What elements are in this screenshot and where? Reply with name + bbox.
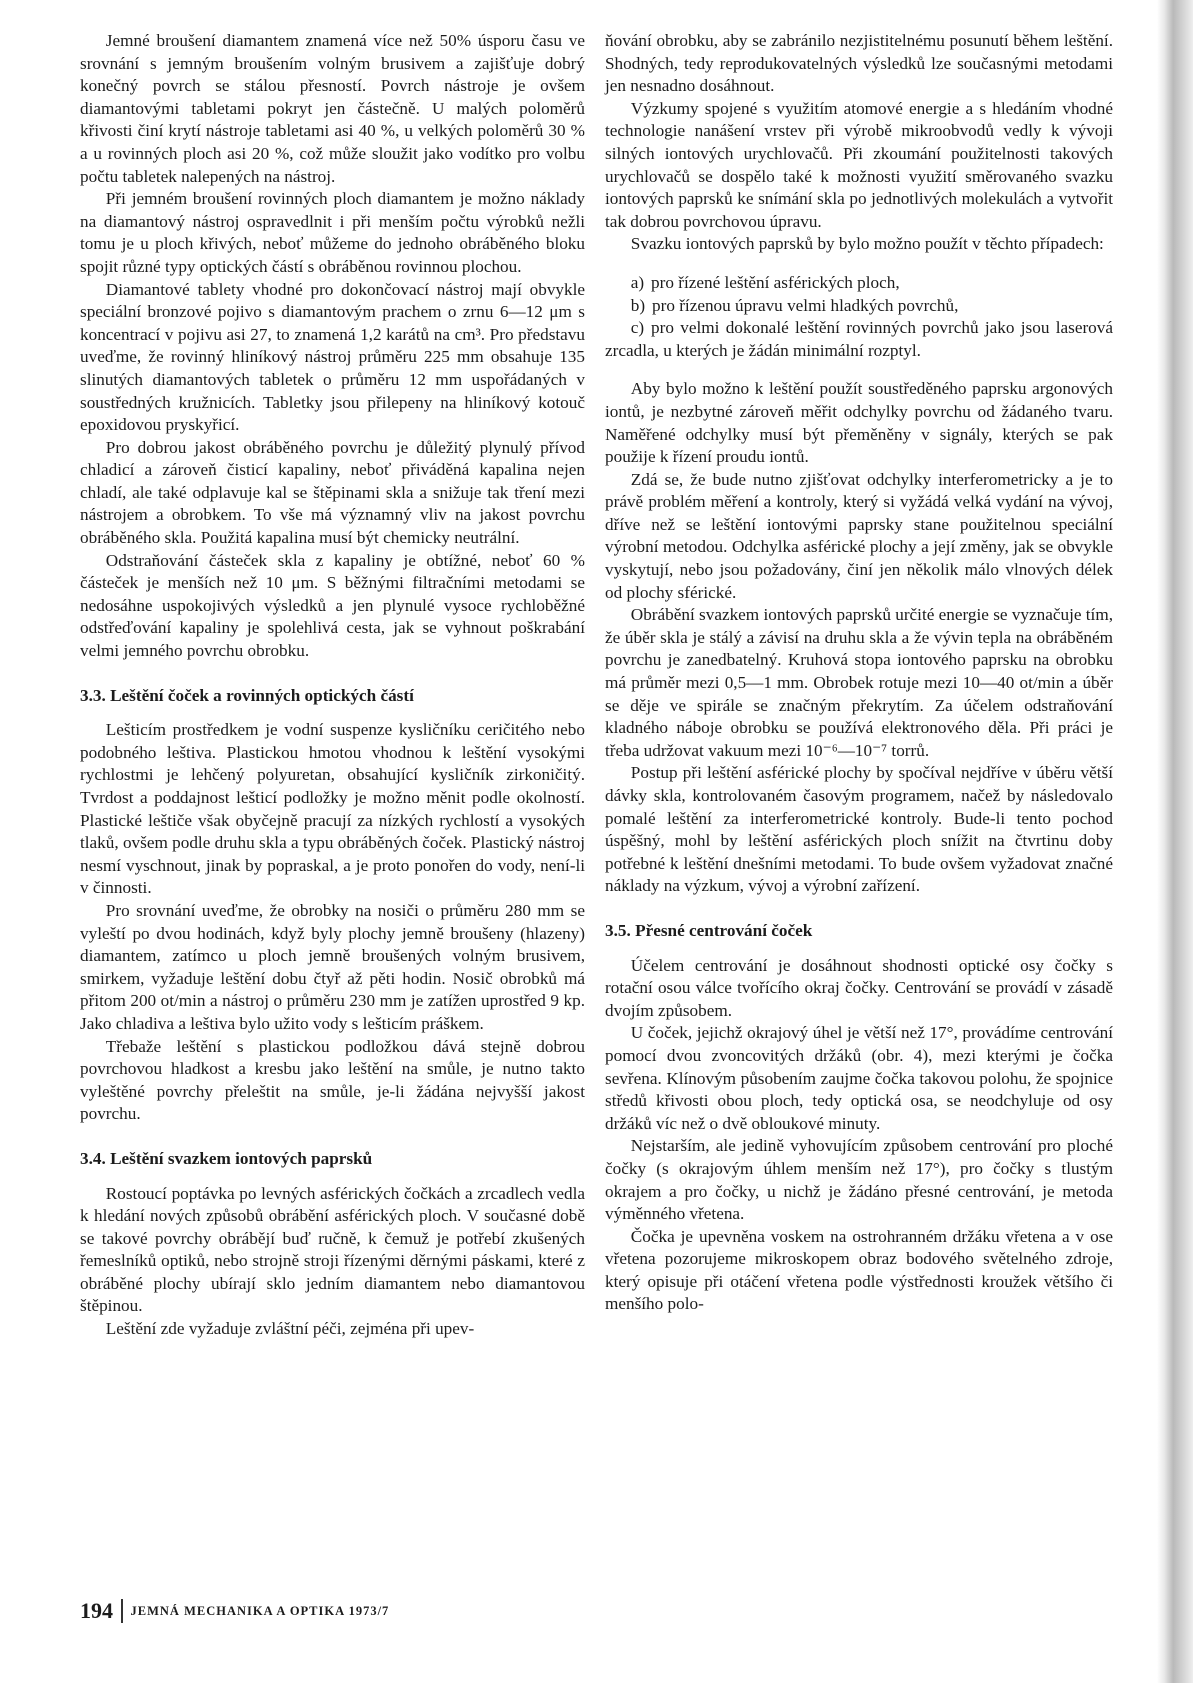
- list-item: [605, 295, 1113, 318]
- page-gutter-shadow: [1157, 0, 1193, 1683]
- paragraph: Aby bylo možno k leštění použít soustředěného paprsku argonových iontů, je nezbytné zároveň měřit odchylky povrchu od žádaného tvaru. Naměřené odchylky musí být přeměněny v signály, kterých se pak použije k řízení proudu iontů.: [605, 379, 1113, 467]
- paragraph: Rostoucí poptávka po levných asférických čočkách a zrcadlech vedla k hledání nových způsobů obrábění asférických ploch. V současné době se takové povrchy obrábějí buď ručně, k čemuž je potřebí zkušených řemeslníků optiků, nebo strojně stroji řízenými děrnými páskami, které z obráběné plochy ubírají sklo jedním diamantem nebo diamantovou štěpinou.: [80, 1183, 585, 1316]
- section-heading-3-3: 3.3. Leštění čoček a rovinných optických částí: [80, 685, 414, 705]
- right-column: [605, 30, 1113, 1316]
- paragraph: ňování obrobku, aby se zabránilo nezjistitelnému posunutí během leštění. Shodných, tedy reprodukovatelných výsledků lze současnými metodami jen nesnadno dosáhnout.: [605, 31, 1113, 96]
- enumerated-list: [605, 272, 1113, 362]
- paragraph: Leštění zde vyžaduje zvláštní péči, zejména při upev-: [105, 1319, 475, 1339]
- paragraph: Odstraňování částeček skla z kapaliny je obtížné, neboť 60 % částeček je menších než 10 μm. S běžnými filtračními metodami se nedosáhne uspokojivých výsledků a jen plynulé vysoce rychloběžné odstřeďování kapaliny je spolehlivá cesta, jak se vyhnout poškrabání velmi jemného povrchu obrobku.: [80, 550, 585, 661]
- paragraph: Čočka je upevněna voskem na ostrohranném držáku vřetena a v ose vřetena pozorujeme mikroskopem obraz bodového světelného zdroje, který opisuje při otáčení vřetena podle výstřednosti kroužek většího či menšího polo-: [605, 1226, 1113, 1314]
- left-column: [80, 30, 585, 1341]
- list-item-label: b): [630, 295, 646, 315]
- section-heading-3-5: 3.5. Přesné centrování čoček: [605, 920, 813, 940]
- paragraph: Svazku iontových paprsků by bylo možno použít v těchto případech:: [630, 234, 1104, 254]
- list-item-text: pro řízené leštění asférických ploch,: [651, 272, 900, 292]
- paragraph: Při jemném broušení rovinných ploch diamantem je možno náklady na diamantový nástroj ospravedlnit i při menším počtu výrobků nežli tomu je u ploch křivých, neboť můžeme do jednoho obráběného bloku spojit různé typy optických částí s obráběnou rovinnou plochou.: [80, 189, 585, 276]
- list-item-label: a): [630, 272, 645, 292]
- paragraph: Třebaže leštění s plastickou podložkou dává stejně dobrou povrchovou hladkost a kresbu jako leštění na smůle, je nutno takto vyleštěné povrchy přeleštit na smůle, je-li žádána nejvyšší jakost povrchu.: [80, 1036, 585, 1124]
- paragraph: Účelem centrování je dosáhnout shodnosti optické osy čočky s rotační osou válce tvořícího okraj čočky. Centrování se provádí v zásadě dvojím způsobem.: [605, 955, 1113, 1020]
- paragraph: Pro srovnání uveďme, že obrobky na nosiči o průměru 280 mm se vyleští po dvou hodinách, když byly plochy jemně broušeny (hlazeny) diamantem, zatímco u ploch jemně broušených volným brusivem, smirkem, vyžaduje leštění dobu čtyř až pěti hodin. Nosič obrobků má přitom 200 ot/min a nástroj o průměru 230 mm je zatížen uprostřed 9 kp. Jako chladiva a leštiva bylo užito vody s lešticím práškem.: [80, 900, 585, 1033]
- page-number: 194: [80, 1598, 113, 1623]
- paragraph: Lešticím prostředkem je vodní suspenze kysličníku ceričitého nebo podobného leštiva. Plastickou hmotou vhodnou k leštění vysokými rychlostmi je lehčený polyuretan, obsahující kysličník zirkoničitý. Tvrdost a poddajnost lešticí podložky je možno měnit podle okolností. Plastické leštiče však obyčejně pracují za nízkých rychlostí a vysokých tlaků, ovšem podle druhu skla a typu obráběných čoček. Plastický nástroj nesmí vyschnout, jinak by popraskal, a je proto ponořen do vody, není-li v činnosti.: [80, 720, 586, 898]
- list-item: [605, 272, 1113, 295]
- paragraph: Jemné broušení diamantem znamená více než 50% úsporu času ve srovnání s jemným broušením volným brusivem a zajišťuje dobrý konečný povrch se stálou přesností. Povrch nástroje je ovšem diamantovými tabletami pokryt jen částečně. U malých poloměrů křivosti činí krytí nástroje tabletami asi 40 %, u velkých poloměrů 30 % a u rovinných ploch asi 20 %, což může sloužit jako vodítko pro volbu počtu tabletek nalepených na nástroj.: [80, 31, 585, 186]
- paragraph: Postup při leštění asférické plochy by spočíval nejdříve v úběru větší dávky skla, kontrolovaném časovým programem, načež by následovalo pomalé leštění za interferometrické kontroly. Bude-li tento pochod úspěšný, mohl by leštění asférických ploch snížit na čtvrtinu doby potřebné k leštění dnešními metodami. To bude ovšem vyžadovat značné náklady na výzkum, vývoj a výrobní zařízení.: [605, 763, 1113, 896]
- paragraph: Obrábění svazkem iontových paprsků určité energie se vyznačuje tím, že úběr skla je stálý a závisí na druhu skla a že vývin tepla na obráběném povrchu je zanedbatelný. Kruhová stopa iontového paprsku na obrobku má průměr mezi 0,5—1 mm. Obrobek rotuje mezi 10—40 ot/min a úběr se děje ve spirále se značným překrytím. Za účelem odstraňování kladného náboje obrobku se používá elektronového děla. Při práci je třeba udržovat vakuum mezi 10⁻⁶—10⁻⁷ torrů.: [605, 605, 1113, 760]
- paragraph: Výzkumy spojené s využitím atomové energie a s hledáním vhodné technologie nanášení vrstev při výrobě mikroobvodů vedly k vývoji silných iontových urychlovačů. Při zkoumání použitelnosti takových urychlovačů se dospělo také k možnosti využití směrovaného svazku iontových paprsků ke snímání skla po jednotlivých molekulách a vytvořit tak dobrou povrchovou úpravu.: [605, 98, 1113, 231]
- paragraph: Diamantové tablety vhodné pro dokončovací nástroj mají obvykle speciální bronzové pojivo s diamantovým prachem o zrnu 6—12 μm s koncentrací v pojivu asi 27, to znamená 1,2 karátů na cm³. Pro představu uveďme, že rovinný hliníkový nástroj průměru 225 mm obsahuje 135 slinutých diamantových tabletek o průměru 12 mm uspořádaných v soustředných kružnicích. Tabletky jsou přilepeny na hliníkový kotouč epoxidovou pryskyřicí.: [80, 279, 585, 435]
- list-item: [605, 317, 1113, 362]
- journal-title: JEMNÁ MECHANIKA A OPTIKA 1973/7: [130, 1603, 390, 1618]
- list-item-label: c): [630, 318, 645, 338]
- paragraph: U čoček, jejichž okrajový úhel je větší než 17°, provádíme centrování pomocí dvou zvoncovitých držáků (obr. 4), mezi kterými je čočka sevřena. Klínovým působením zaujme čočka takovou polohu, že spojnice středů křivosti obou ploch, tedy optická osa, se neodchyluje od osy držáků víc než o dvě obloukové minuty.: [605, 1023, 1113, 1133]
- paragraph: Zdá se, že bude nutno zjišťovat odchylky interferometricky a je to právě problém měření a kontroly, který si vyžádá velká vydání na vývoj, dříve než se leštění iontovými paprsky stane použitelnou speciální výrobní metodou. Odchylka asférické plochy a její změny, jak se obvykle vyskytují, nebo jsou požadovány, činí jen několik málo vlnových délek od plochy sférické.: [605, 469, 1113, 602]
- page-footer: [80, 1598, 389, 1624]
- list-item-text: pro velmi dokonalé leštění rovinných povrchů jako jsou laserová zrcadla, u kterých je žádán minimální rozptyl.: [605, 318, 1113, 360]
- section-heading-3-4: 3.4. Leštění svazkem iontových paprsků: [80, 1148, 373, 1168]
- paragraph: Nejstarším, ale jedině vyhovujícím způsobem centrování pro ploché čočky (s okrajovým úhlem menším než 17°), pro čočky s tlustým okrajem a pro čočky, u nichž je žádáno přesné centrování, je metoda výměnného vřetena.: [605, 1136, 1113, 1224]
- footer-divider: [121, 1599, 123, 1623]
- list-item-text: pro řízenou úpravu velmi hladkých povrchů,: [652, 295, 959, 315]
- paragraph: Pro dobrou jakost obráběného povrchu je důležitý plynulý přívod chladicí a zároveň čisticí kapaliny, neboť přiváděná kapalina nejen chladí, ale také odplavuje kal se štěpinami skla a snižuje tak tření mezi nástrojem a obrobkem. To vše má významný vliv na jakost povrchu obráběného skla. Použitá kapalina musí být chemicky neutrální.: [80, 437, 585, 548]
